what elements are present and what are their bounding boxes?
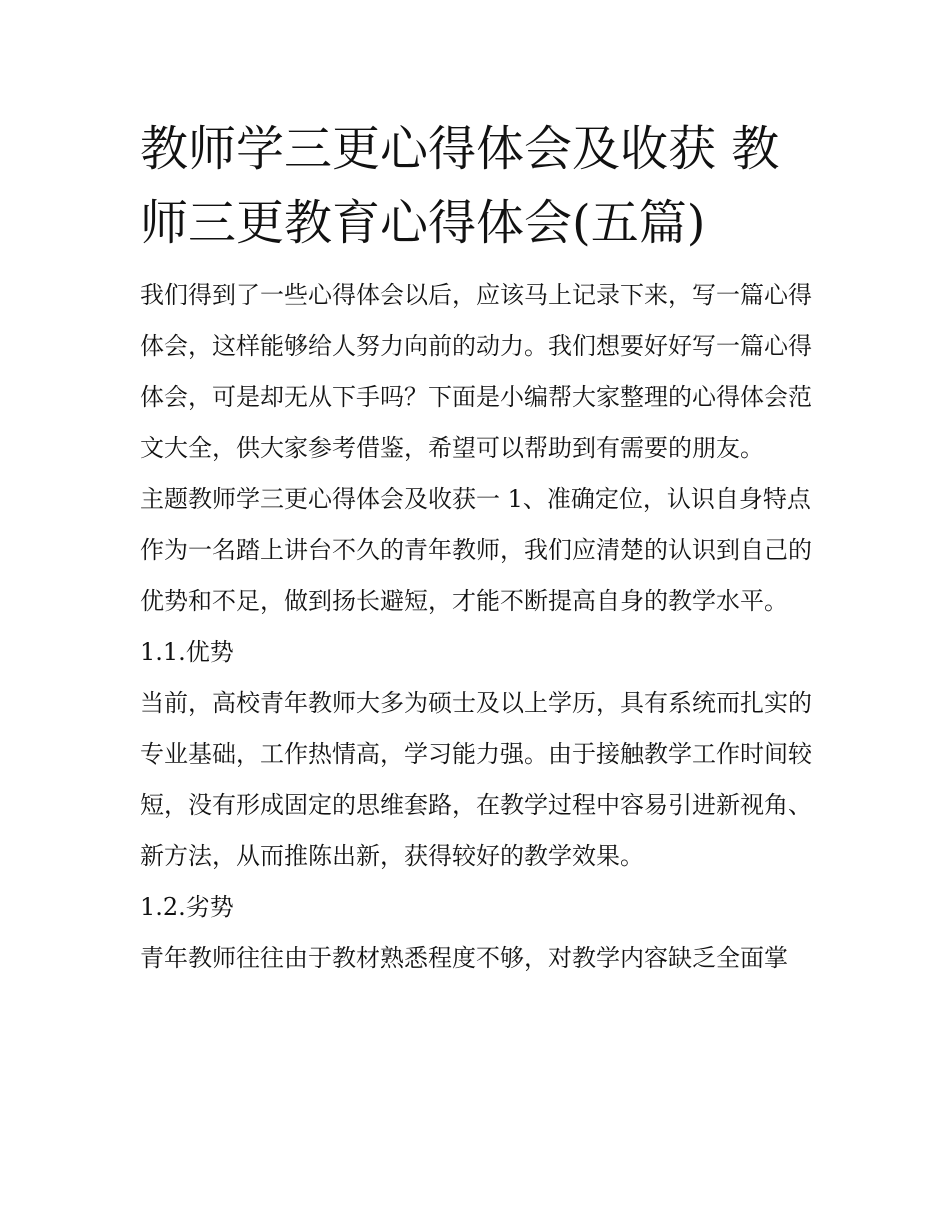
document-body: [140, 112, 812, 984]
paragraph-disadvantages: 青年教师往往由于教材熟悉程度不够，对教学内容缺乏全面掌: [140, 944, 788, 972]
paragraph-topic-heading: 主题教师学三更心得体会及收获一 1、准确定位，认识自身特点: [140, 485, 811, 513]
section-heading-disadvantages: 1.2.劣势: [140, 893, 234, 921]
paragraph-advantages: 当前，高校青年教师大多为硕士及以上学历，具有系统而扎实的专业基础，工作热情高，学习能力强。由于接触教学工作时间较短，没有形成固定的思维套路，在教学过程中容易引进新视角、新方法，从而推陈出新，获得较好的教学效果。: [140, 689, 812, 870]
paragraph-positioning: 作为一名踏上讲台不久的青年教师，我们应清楚的认识到自己的优势和不足，做到扬长避短，才能不断提高自身的教学水平。 1.1.优势: [140, 536, 812, 666]
document-title: 教师学三更心得体会及收获 教师三更教育心得体会(五篇): [140, 121, 780, 251]
paragraph-intro: 我们得到了一些心得体会以后，应该马上记录下来，写一篇心得体会，这样能够给人努力向前的动力。我们想要好好写一篇心得体会，可是却无从下手吗？下面是小编帮大家整理的心得体会范文大全，供大家参考借鉴，希望可以帮助到有需要的朋友。: [140, 281, 812, 462]
